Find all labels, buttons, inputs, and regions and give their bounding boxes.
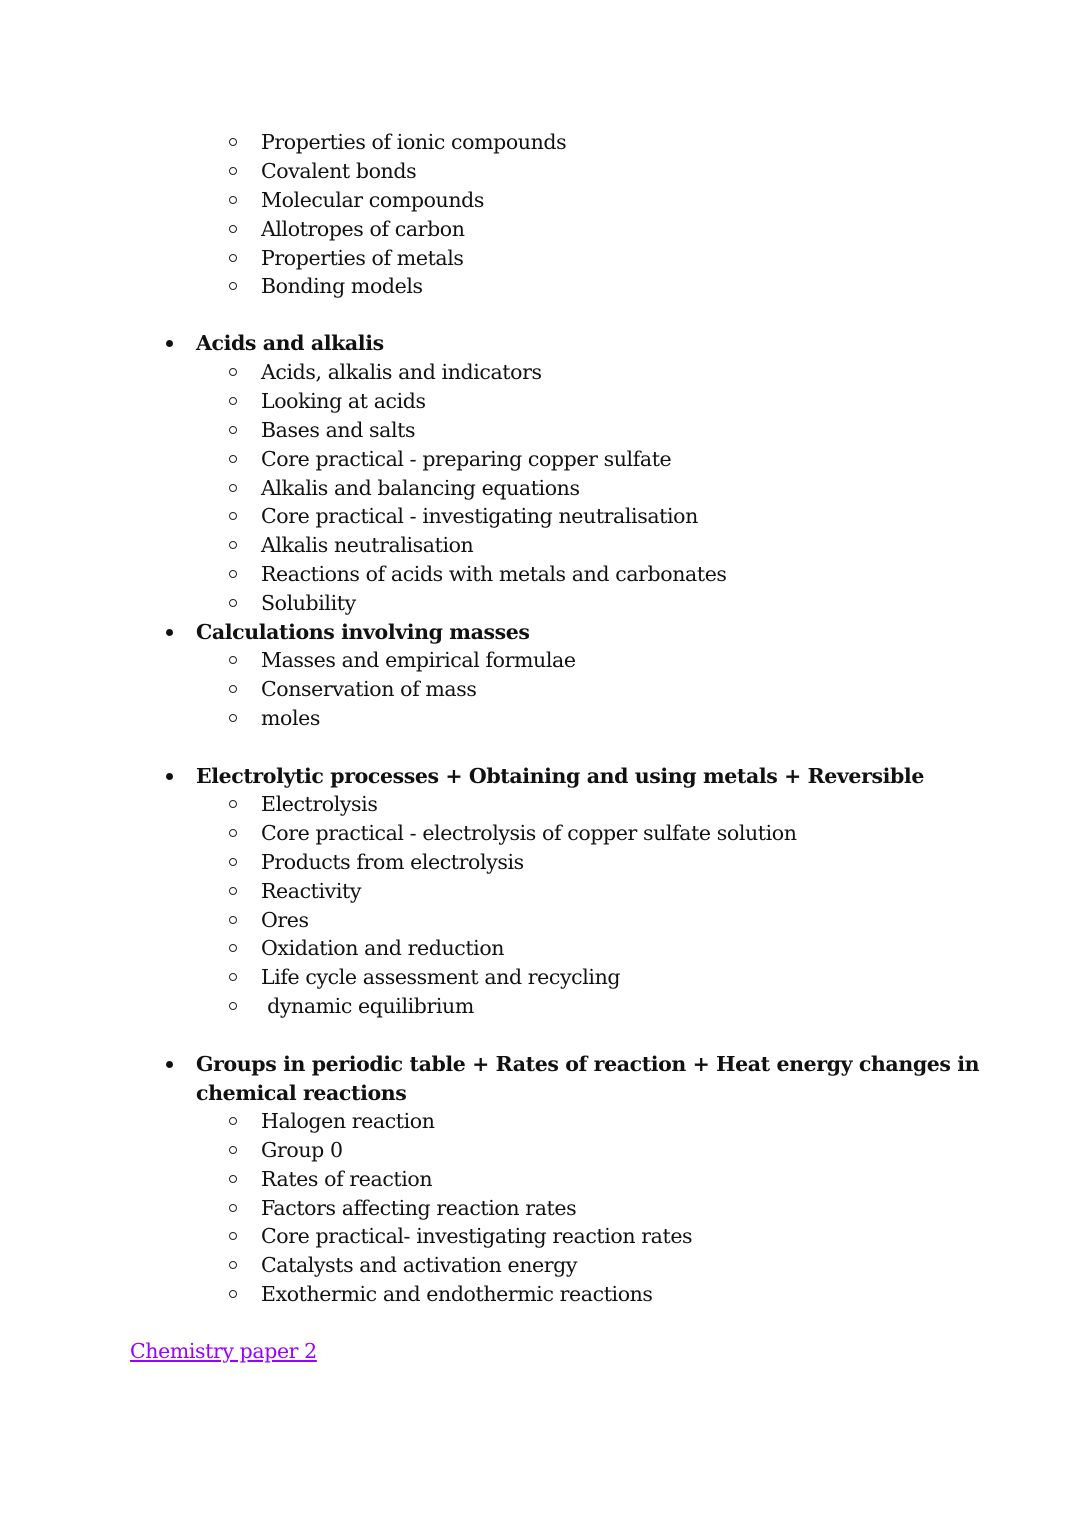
list-item: Oxidation and reduction	[261, 934, 504, 963]
list-item: Products from electrolysis	[261, 848, 524, 877]
list-item: Life cycle assessment and recycling	[261, 963, 620, 992]
section-heading-calculations: Calculations involving masses	[196, 618, 530, 647]
list-item: Core practical- investigating reaction rates	[261, 1222, 692, 1251]
list-item: Exothermic and endothermic reactions	[261, 1280, 653, 1309]
list-item: Reactions of acids with metals and carbonates	[261, 560, 727, 589]
list-item: Group 0	[261, 1136, 343, 1165]
list-item: Core practical - investigating neutralisation	[261, 502, 698, 531]
list-item: Masses and empirical formulae	[261, 646, 576, 675]
section-heading-acids-alkalis: Acids and alkalis	[196, 329, 384, 358]
list-item: Catalysts and activation energy	[261, 1251, 577, 1280]
list-item: Molecular compounds	[261, 186, 484, 215]
list-item: Alkalis neutralisation	[261, 531, 473, 560]
list-item: Factors affecting reaction rates	[261, 1194, 576, 1223]
list-item: Electrolysis	[261, 790, 377, 819]
list-item: moles	[261, 704, 320, 733]
list-item: Looking at acids	[261, 387, 426, 416]
list-item: Conservation of mass	[261, 675, 477, 704]
section-heading-groups: Groups in periodic table + Rates of reaction + Heat energy changes in	[196, 1050, 979, 1079]
list-item: Alkalis and balancing equations	[261, 474, 580, 503]
list-item: Ores	[261, 906, 309, 935]
list-item: Bonding models	[261, 272, 423, 301]
section-heading-electrolytic: Electrolytic processes + Obtaining and using metals + Reversible	[196, 762, 924, 791]
list-item: Properties of metals	[261, 244, 464, 273]
list-item: Core practical - electrolysis of copper sulfate solution	[261, 819, 797, 848]
list-item: Properties of ionic compounds	[261, 128, 566, 157]
list-item: Reactivity	[261, 877, 361, 906]
list-item: Covalent bonds	[261, 157, 416, 186]
list-item: Core practical - preparing copper sulfate	[261, 445, 671, 474]
list-item: Acids, alkalis and indicators	[261, 358, 542, 387]
list-item: Allotropes of carbon	[261, 215, 465, 244]
list-item: Bases and salts	[261, 416, 415, 445]
list-item: dynamic equilibrium	[261, 992, 474, 1021]
chemistry-paper-2-link[interactable]: Chemistry paper 2	[130, 1339, 317, 1363]
list-item: Halogen reaction	[261, 1107, 435, 1136]
list-item: Solubility	[261, 589, 356, 618]
section-heading-groups-cont: chemical reactions	[196, 1081, 407, 1105]
list-item: Rates of reaction	[261, 1165, 432, 1194]
